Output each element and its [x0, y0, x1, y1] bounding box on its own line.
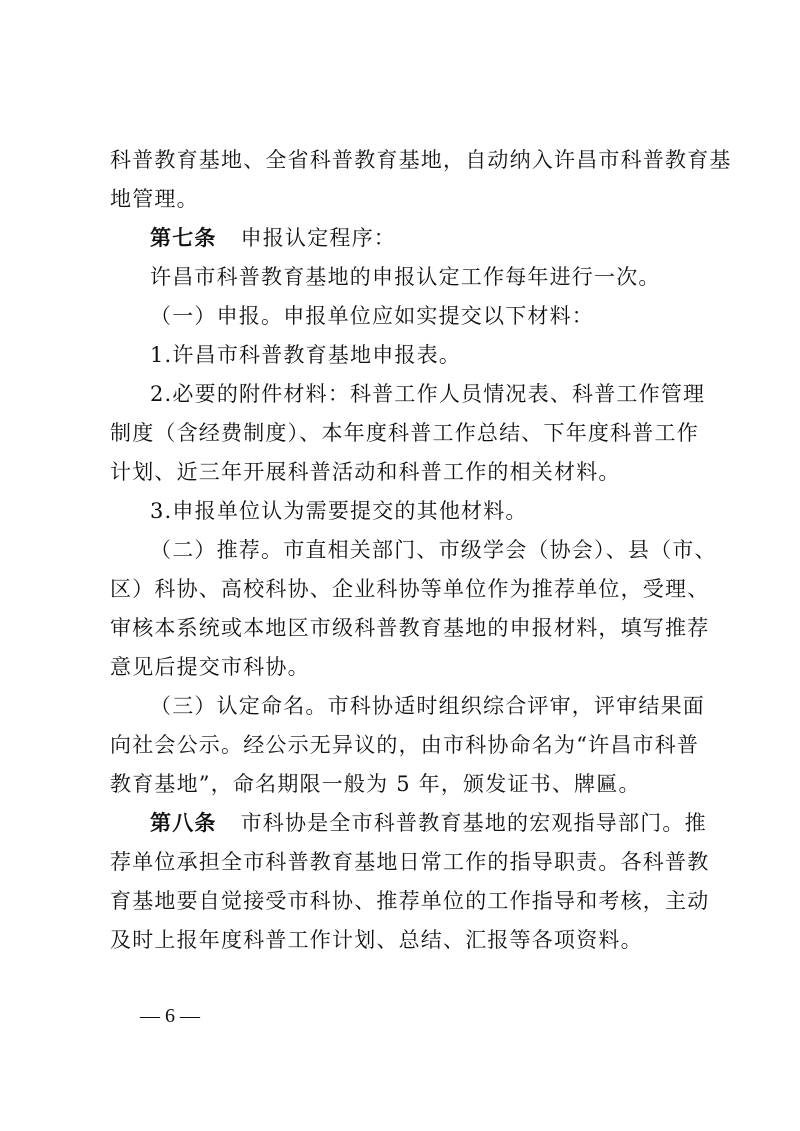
paragraph-line: 教育基地”，命名期限一般为 5 年，颁发证书、牌匾。	[110, 772, 641, 796]
article-heading-line	[110, 219, 710, 258]
article-text: 市科协是全市科普教育基地的宏观指导部门。推	[240, 811, 707, 835]
paragraph-line: 制度（含经费制度）、本年度科普工作总结、下年度科普工作	[110, 421, 699, 445]
article-heading-line	[110, 804, 710, 843]
paragraph-line: 1.许昌市科普教育基地申报表。	[150, 343, 462, 367]
paragraph-line: 向社会公示。经公示无异议的，由市科协命名为“许昌市科普	[110, 733, 700, 757]
paragraph-line: 区）科协、高校科协、企业科协等单位作为推荐单位，受理、	[110, 577, 710, 601]
paragraph-line: 2.必要的附件材料：科普工作人员情况表、科普工作管理	[150, 382, 706, 406]
paragraph-line: 及时上报年度科普工作计划、总结、汇报等各项资料。	[110, 928, 643, 952]
document-body	[110, 141, 732, 960]
paragraph-line: （三）认定命名。市科协适时组织综合评审，评审结果面	[150, 694, 705, 718]
paragraph-line: 许昌市科普教育基地的申报认定工作每年进行一次。	[150, 265, 661, 289]
paragraph-line: 科普教育基地、全省科普教育基地，自动纳入许昌市科普教育基	[110, 148, 732, 172]
paragraph-line: 荐单位承担全市科普教育基地日常工作的指导职责。各科普教	[110, 850, 710, 874]
article-number: 第七条	[150, 226, 217, 250]
article-number: 第八条	[150, 811, 217, 835]
paragraph-line: 计划、近三年开展科普活动和科普工作的相关材料。	[110, 460, 621, 484]
paragraph-line: （二）推荐。市直相关部门、市级学会（协会）、县（市、	[150, 538, 717, 562]
paragraph-line: 地管理。	[110, 187, 199, 211]
paragraph-line: 3.申报单位认为需要提交的其他材料。	[150, 499, 528, 523]
paragraph-line: 审核本系统或本地区市级科普教育基地的申报材料，填写推荐	[110, 616, 710, 640]
article-title: 申报认定程序：	[240, 226, 397, 250]
page-number: — 6 —	[140, 1005, 200, 1027]
paragraph-line: （一）申报。申报单位应如实提交以下材料：	[150, 304, 594, 328]
paragraph-line: 育基地要自觉接受市科协、推荐单位的工作指导和考核，主动	[110, 889, 710, 913]
paragraph-line: 意见后提交市科协。	[110, 655, 310, 679]
